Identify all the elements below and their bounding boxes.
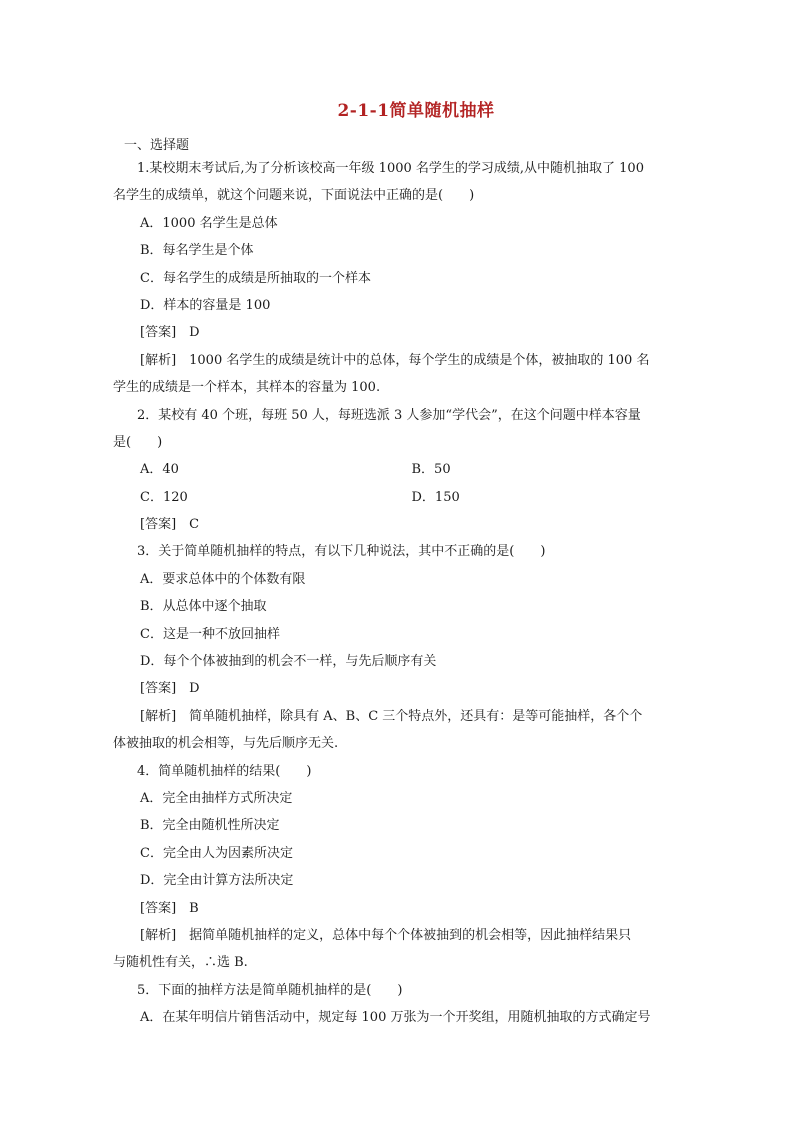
question-3-stem-line-1: 3．关于简单随机抽样的特点，有以下几种说法，其中不正确的是( ) bbox=[137, 544, 546, 560]
question-1-analysis-line-1: [解析] 1000 名学生的成绩是统计中的总体，每个学生的成绩是个体，被抽取的 100 名 bbox=[140, 352, 650, 368]
question-2-options-row-1 bbox=[113, 456, 683, 483]
question-3-option-d: D．每个个体被抽到的机会不一样，与先后顺序有关 bbox=[140, 654, 437, 670]
question-2-option-a: A．40 bbox=[140, 462, 179, 478]
question-2-option-b: B．50 bbox=[411, 462, 451, 478]
question-1-option-d: D．样本的容量是 100 bbox=[140, 297, 271, 313]
question-4-analysis-line-2: 与随机性有关，∴选 B. bbox=[113, 955, 248, 971]
question-2-option-d: D．150 bbox=[411, 489, 460, 505]
question-4-stem-line-1: 4．简单随机抽样的结果( ) bbox=[137, 763, 312, 779]
question-5-stem-line-1: 5．下面的抽样方法是简单随机抽样的是( ) bbox=[137, 982, 403, 998]
question-3-analysis-line-2: 体被抽取的机会相等，与先后顺序无关. bbox=[113, 736, 339, 752]
question-1-stem-line-2: 名学生的成绩单，就这个问题来说，下面说法中正确的是( ) bbox=[113, 188, 475, 204]
question-3-answer: [答案] D bbox=[140, 681, 200, 697]
question-1-analysis-line-2: 学生的成绩是一个样本，其样本的容量为 100. bbox=[113, 380, 381, 396]
question-4-option-d: D．完全由计算方法所决定 bbox=[140, 873, 294, 889]
question-2-answer: [答案] C bbox=[140, 517, 200, 533]
question-2-stem-line-1: 2．某校有 40 个班，每班 50 人，每班选派 3 人参加“学代会”，在这个问题中样本容量 bbox=[137, 407, 641, 423]
question-3-option-c: C．这是一种不放回抽样 bbox=[140, 626, 280, 642]
question-2-options-row-2 bbox=[113, 484, 683, 511]
question-4-option-c: C．完全由人为因素所决定 bbox=[140, 845, 293, 861]
question-list bbox=[113, 155, 683, 1032]
question-1-option-c: C．每名学生的成绩是所抽取的一个样本 bbox=[140, 270, 371, 286]
question-1-answer: [答案] D bbox=[140, 325, 200, 341]
section-heading: 一、选择题 bbox=[124, 138, 190, 153]
question-4-answer: [答案] B bbox=[140, 900, 199, 916]
question-4-analysis-line-1: [解析] 据简单随机抽样的定义，总体中每个个体被抽到的机会相等，因此抽样结果只 bbox=[140, 927, 632, 943]
question-3-option-a: A．要求总体中的个体数有限 bbox=[140, 571, 306, 587]
question-2-option-c: C．120 bbox=[140, 489, 188, 505]
question-3-option-b: B．从总体中逐个抽取 bbox=[140, 599, 267, 615]
question-4-option-b: B．完全由随机性所决定 bbox=[140, 818, 280, 834]
question-3-analysis-line-1: [解析] 简单随机抽样，除具有 A、B、C 三个特点外，还具有：是等可能抽样，各个个 bbox=[140, 708, 643, 724]
question-4-option-a: A．完全由抽样方式所决定 bbox=[140, 790, 293, 806]
question-5-option-a: A．在某年明信片销售活动中，规定每 100 万张为一个开奖组，用随机抽取的方式确定号 bbox=[140, 1010, 651, 1026]
page-title: 2-1-1简单随机抽样 bbox=[337, 101, 495, 121]
question-1-stem-line-1: 1.某校期末考试后,为了分析该校高一年级 1000 名学生的学习成绩,从中随机抽取了 100 bbox=[137, 161, 644, 176]
question-1-option-a: A．1000 名学生是总体 bbox=[140, 215, 278, 231]
question-1-option-b: B．每名学生是个体 bbox=[140, 243, 254, 259]
question-2-stem-line-2: 是( ) bbox=[113, 434, 163, 450]
